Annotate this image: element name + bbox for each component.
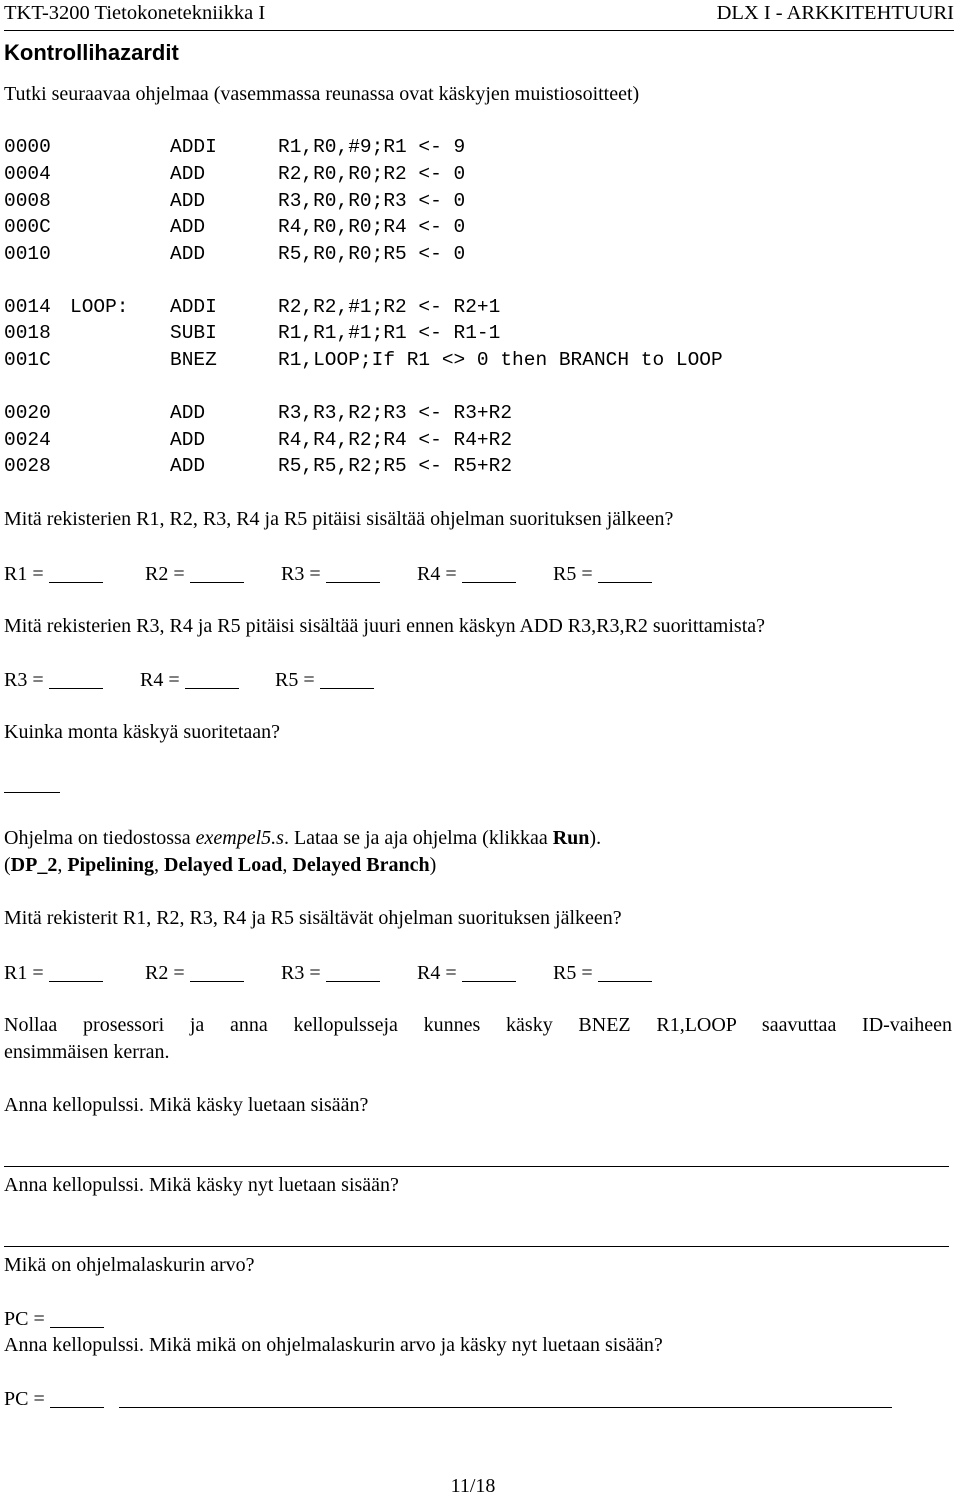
blank-line[interactable] [598, 562, 652, 583]
answer-line-fetch-3[interactable] [119, 1407, 892, 1408]
instruction-reset: Nollaa prosessori ja anna kellopulsseja kunnes käsky BNEZ R1,LOOP saavuttaa ID-vaiheen [4, 1014, 952, 1036]
setting-delayed-load: Delayed Load [164, 854, 283, 876]
field-label: R5 = [553, 563, 593, 585]
blank-line[interactable] [50, 1307, 104, 1328]
field-label: R1 = [4, 563, 44, 585]
paren: ) [429, 854, 437, 876]
blank-line[interactable] [185, 668, 239, 689]
address: 0004 [4, 163, 51, 185]
answer-field-r5[interactable] [553, 562, 652, 586]
blank-line[interactable] [320, 668, 374, 689]
field-label: R2 = [145, 962, 185, 984]
address: 0028 [4, 455, 51, 477]
operands: R4,R4,R2;R4 <- R4+R2 [278, 429, 513, 451]
instruction-reset-cont: ensimmäisen kerran. [4, 1041, 170, 1063]
blank-line[interactable] [49, 562, 103, 583]
address: 001C [4, 349, 51, 371]
answer-field-r5[interactable] [275, 668, 374, 692]
blank-line[interactable] [49, 668, 103, 689]
address: 0024 [4, 429, 51, 451]
operands: R3,R3,R2;R3 <- R3+R2 [278, 402, 513, 424]
blank-line[interactable] [462, 562, 516, 583]
question-pc-and-fetch: Anna kellopulssi. Mikä mikä on ohjelmalaskurin arvo ja käsky nyt luetaan sisään? [4, 1334, 663, 1356]
text: ). [589, 827, 602, 849]
field-label: R4 = [140, 669, 180, 691]
question-before-add: Mitä rekisterien R3, R4 ja R5 pitäisi sisältää juuri ennen käskyn ADD R3,R3,R2 suorittamista? [4, 615, 766, 637]
address: 0018 [4, 322, 51, 344]
answer-field-r2[interactable] [145, 961, 244, 985]
answer-field-pc-2[interactable] [4, 1387, 104, 1411]
page-title: Kontrollihazardit [4, 40, 179, 65]
answer-field-r3[interactable] [4, 668, 103, 692]
opcode: ADD [170, 429, 206, 451]
operands: R4,R0,R0;R4 <- 0 [278, 216, 466, 238]
blank-line[interactable] [326, 562, 380, 583]
operands: R2,R2,#1;R2 <- R2+1 [278, 296, 501, 318]
operands: R3,R0,R0;R3 <- 0 [278, 190, 466, 212]
sep: , [57, 854, 68, 876]
answer-field-pc[interactable] [4, 1307, 104, 1331]
paren: ( [4, 854, 11, 876]
text: Ohjelma on tiedostossa [4, 827, 196, 849]
file-instructions [4, 827, 601, 850]
blank-line[interactable] [49, 961, 103, 982]
blank-line[interactable] [190, 562, 244, 583]
operands: R5,R5,R2;R5 <- R5+R2 [278, 455, 513, 477]
opcode: ADD [170, 190, 206, 212]
opcode: ADD [170, 455, 206, 477]
field-label: R3 = [4, 669, 44, 691]
answer-field-r1[interactable] [4, 961, 103, 985]
answer-field-r3[interactable] [281, 961, 380, 985]
question-fetch-1: Anna kellopulssi. Mikä käsky luetaan sisään? [4, 1094, 369, 1116]
setting-dp2: DP_2 [10, 854, 58, 876]
field-label: R4 = [417, 962, 457, 984]
intro-text: Tutki seuraavaa ohjelmaa (vasemmassa reunassa ovat käskyjen muistiosoitteet) [4, 83, 640, 105]
address: 000C [4, 216, 51, 238]
header-topic: DLX I - ARKKITEHTUURI [716, 2, 954, 24]
operands: R5,R0,R0;R5 <- 0 [278, 243, 466, 265]
field-label: R2 = [145, 563, 185, 585]
question-simulated-registers: Mitä rekisterit R1, R2, R3, R4 ja R5 sisältävät ohjelman suorituksen jälkeen? [4, 907, 622, 929]
opcode: ADD [170, 243, 206, 265]
header-course: TKT-3200 Tietokonetekniikka I [4, 2, 266, 24]
field-label: PC = [4, 1308, 45, 1330]
blank-line[interactable] [462, 961, 516, 982]
answer-blank-count[interactable] [4, 792, 60, 793]
field-label: R5 = [275, 669, 315, 691]
opcode: ADDI [170, 296, 217, 318]
operands: R2,R0,R0;R2 <- 0 [278, 163, 466, 185]
page-number: 11/18 [450, 1475, 496, 1497]
address: 0000 [4, 136, 51, 158]
answer-field-r2[interactable] [145, 562, 244, 586]
address: 0010 [4, 243, 51, 265]
answer-line-fetch-1[interactable] [4, 1166, 949, 1167]
field-label: PC = [4, 1388, 45, 1410]
listing-row [4, 136, 51, 158]
answer-field-r3[interactable] [281, 562, 380, 586]
text: . Lataa se ja aja ohjelma (klikkaa [283, 827, 553, 849]
answer-field-r1[interactable] [4, 562, 103, 586]
opcode: BNEZ [170, 349, 217, 371]
answer-line-fetch-2[interactable] [4, 1246, 949, 1247]
blank-line[interactable] [50, 1387, 104, 1408]
question-pc: Mikä on ohjelmalaskurin arvo? [4, 1254, 255, 1276]
header-rule [4, 30, 954, 31]
opcode: ADDI [170, 136, 217, 158]
field-label: R1 = [4, 962, 44, 984]
address: 0014 [4, 296, 51, 318]
field-label: R5 = [553, 962, 593, 984]
answer-field-r4[interactable] [417, 961, 516, 985]
field-label: R4 = [417, 563, 457, 585]
operands: R1,R1,#1;R1 <- R1-1 [278, 322, 501, 344]
opcode: SUBI [170, 322, 217, 344]
answer-field-r5[interactable] [553, 961, 652, 985]
opcode: ADD [170, 216, 206, 238]
run-button-ref: Run [552, 827, 590, 849]
answer-field-r4[interactable] [140, 668, 239, 692]
field-label: R3 = [281, 563, 321, 585]
setting-delayed-branch: Delayed Branch [292, 854, 430, 876]
blank-line[interactable] [598, 961, 652, 982]
field-label: R3 = [281, 962, 321, 984]
opcode: ADD [170, 163, 206, 185]
question-final-registers: Mitä rekisterien R1, R2, R3, R4 ja R5 pitäisi sisältää ohjelman suorituksen jälkeen? [4, 508, 674, 530]
loop-label: LOOP: [70, 296, 129, 318]
opcode: ADD [170, 402, 206, 424]
blank-line[interactable] [190, 961, 244, 982]
operands: R1,R0,#9;R1 <- 9 [278, 136, 466, 158]
answer-field-r4[interactable] [417, 562, 516, 586]
address: 0020 [4, 402, 51, 424]
question-instruction-count: Kuinka monta käskyä suoritetaan? [4, 721, 281, 743]
address: 0008 [4, 190, 51, 212]
filename: exempel5.s [195, 827, 284, 849]
question-fetch-2: Anna kellopulssi. Mikä käsky nyt luetaan sisään? [4, 1174, 399, 1196]
sep: , [154, 854, 165, 876]
operands: R1,LOOP;If R1 <> 0 then BRANCH to LOOP [278, 349, 723, 371]
sep: , [282, 854, 293, 876]
setting-pipelining: Pipelining [67, 854, 155, 876]
blank-line[interactable] [326, 961, 380, 982]
simulator-settings [4, 854, 436, 877]
